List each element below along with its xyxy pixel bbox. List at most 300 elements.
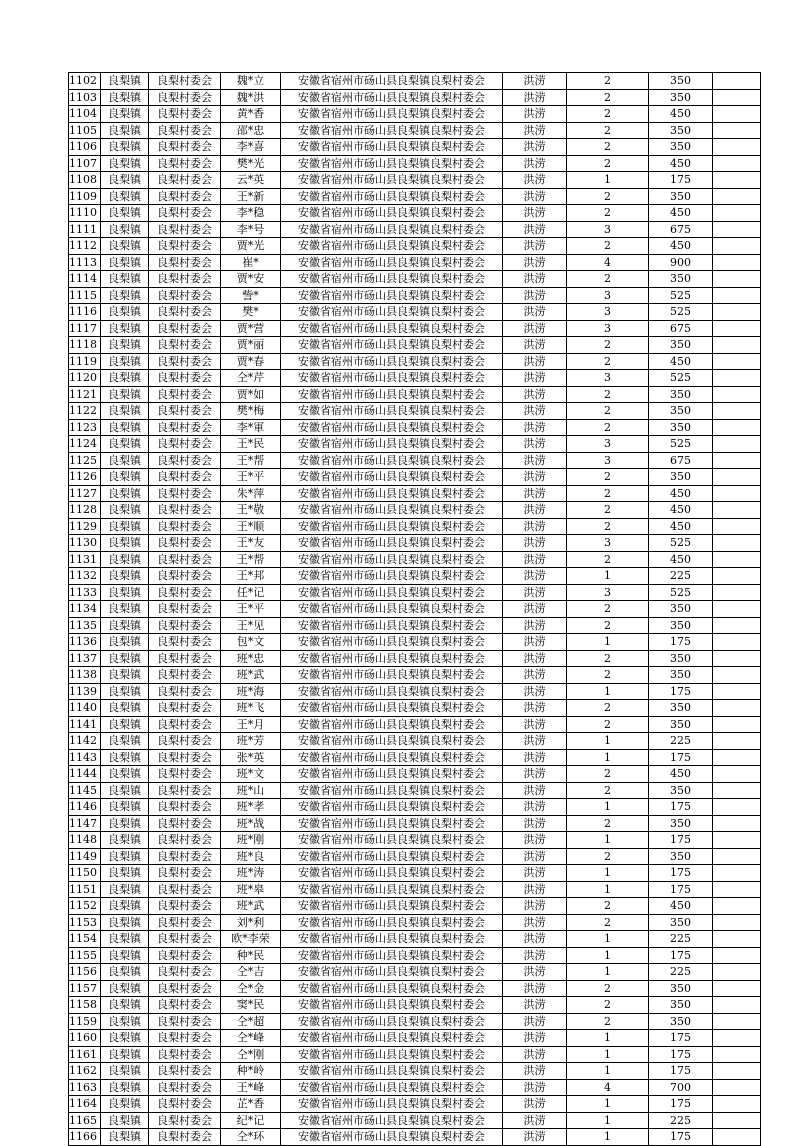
row-number: 1115 bbox=[69, 287, 101, 304]
amount-cell: 350 bbox=[649, 139, 713, 156]
address-cell: 安徽省宿州市砀山县良梨镇良梨村委会 bbox=[281, 815, 503, 832]
town-cell: 良梨镇 bbox=[101, 980, 149, 997]
town-cell: 良梨镇 bbox=[101, 1112, 149, 1129]
row-number: 1110 bbox=[69, 205, 101, 222]
amount-cell: 450 bbox=[649, 518, 713, 535]
name-cell: 班*忠 bbox=[221, 650, 281, 667]
name-cell: 任*记 bbox=[221, 584, 281, 601]
town-cell: 良梨镇 bbox=[101, 947, 149, 964]
disaster-type-cell: 洪涝 bbox=[503, 172, 567, 189]
note-cell bbox=[713, 353, 761, 370]
name-cell: 仝*峰 bbox=[221, 1030, 281, 1047]
name-cell: 王*峰 bbox=[221, 1079, 281, 1096]
village-cell: 良梨村委会 bbox=[149, 700, 221, 717]
town-cell: 良梨镇 bbox=[101, 931, 149, 948]
disaster-type-cell: 洪涝 bbox=[503, 601, 567, 618]
amount-cell: 350 bbox=[649, 815, 713, 832]
row-number: 1166 bbox=[69, 1129, 101, 1146]
address-cell: 安徽省宿州市砀山县良梨镇良梨村委会 bbox=[281, 337, 503, 354]
note-cell bbox=[713, 832, 761, 849]
town-cell: 良梨镇 bbox=[101, 716, 149, 733]
name-cell: 纪*记 bbox=[221, 1112, 281, 1129]
table-row bbox=[69, 353, 761, 370]
address-cell: 安徽省宿州市砀山县良梨镇良梨村委会 bbox=[281, 436, 503, 453]
village-cell: 良梨村委会 bbox=[149, 353, 221, 370]
town-cell: 良梨镇 bbox=[101, 518, 149, 535]
amount-cell: 350 bbox=[649, 700, 713, 717]
village-cell: 良梨村委会 bbox=[149, 865, 221, 882]
count-cell: 1 bbox=[567, 172, 649, 189]
town-cell: 良梨镇 bbox=[101, 320, 149, 337]
name-cell: 仝*刚 bbox=[221, 1046, 281, 1063]
disaster-type-cell: 洪涝 bbox=[503, 106, 567, 123]
disaster-type-cell: 洪涝 bbox=[503, 584, 567, 601]
town-cell: 良梨镇 bbox=[101, 287, 149, 304]
row-number: 1112 bbox=[69, 238, 101, 255]
town-cell: 良梨镇 bbox=[101, 172, 149, 189]
count-cell: 2 bbox=[567, 122, 649, 139]
amount-cell: 525 bbox=[649, 436, 713, 453]
town-cell: 良梨镇 bbox=[101, 568, 149, 585]
count-cell: 2 bbox=[567, 617, 649, 634]
town-cell: 良梨镇 bbox=[101, 304, 149, 321]
name-cell: 包*文 bbox=[221, 634, 281, 651]
disaster-type-cell: 洪涝 bbox=[503, 815, 567, 832]
disaster-type-cell: 洪涝 bbox=[503, 73, 567, 90]
town-cell: 良梨镇 bbox=[101, 271, 149, 288]
table-row bbox=[69, 337, 761, 354]
count-cell: 2 bbox=[567, 271, 649, 288]
amount-cell: 525 bbox=[649, 370, 713, 387]
table-row bbox=[69, 947, 761, 964]
amount-cell: 175 bbox=[649, 799, 713, 816]
table-row bbox=[69, 815, 761, 832]
count-cell: 1 bbox=[567, 683, 649, 700]
count-cell: 2 bbox=[567, 73, 649, 90]
address-cell: 安徽省宿州市砀山县良梨镇良梨村委会 bbox=[281, 419, 503, 436]
town-cell: 良梨镇 bbox=[101, 221, 149, 238]
town-cell: 良梨镇 bbox=[101, 1079, 149, 1096]
name-cell: 王*见 bbox=[221, 617, 281, 634]
address-cell: 安徽省宿州市砀山县良梨镇良梨村委会 bbox=[281, 667, 503, 684]
village-cell: 良梨村委会 bbox=[149, 89, 221, 106]
note-cell bbox=[713, 73, 761, 90]
address-cell: 安徽省宿州市砀山县良梨镇良梨村委会 bbox=[281, 617, 503, 634]
town-cell: 良梨镇 bbox=[101, 485, 149, 502]
note-cell bbox=[713, 502, 761, 519]
address-cell: 安徽省宿州市砀山县良梨镇良梨村委会 bbox=[281, 782, 503, 799]
amount-cell: 350 bbox=[649, 419, 713, 436]
row-number: 1140 bbox=[69, 700, 101, 717]
note-cell bbox=[713, 172, 761, 189]
amount-cell: 175 bbox=[649, 1046, 713, 1063]
address-cell: 安徽省宿州市砀山县良梨镇良梨村委会 bbox=[281, 353, 503, 370]
amount-cell: 525 bbox=[649, 535, 713, 552]
town-cell: 良梨镇 bbox=[101, 337, 149, 354]
address-cell: 安徽省宿州市砀山县良梨镇良梨村委会 bbox=[281, 452, 503, 469]
count-cell: 2 bbox=[567, 205, 649, 222]
count-cell: 2 bbox=[567, 551, 649, 568]
name-cell: 贾*安 bbox=[221, 271, 281, 288]
name-cell: 王*平 bbox=[221, 469, 281, 486]
disaster-type-cell: 洪涝 bbox=[503, 139, 567, 156]
row-number: 1136 bbox=[69, 634, 101, 651]
table-row bbox=[69, 1046, 761, 1063]
note-cell bbox=[713, 535, 761, 552]
address-cell: 安徽省宿州市砀山县良梨镇良梨村委会 bbox=[281, 320, 503, 337]
table-row bbox=[69, 914, 761, 931]
village-cell: 良梨村委会 bbox=[149, 617, 221, 634]
table-row bbox=[69, 122, 761, 139]
village-cell: 良梨村委会 bbox=[149, 914, 221, 931]
count-cell: 1 bbox=[567, 931, 649, 948]
disaster-type-cell: 洪涝 bbox=[503, 749, 567, 766]
amount-cell: 675 bbox=[649, 452, 713, 469]
row-number: 1104 bbox=[69, 106, 101, 123]
name-cell: 仝*金 bbox=[221, 980, 281, 997]
village-cell: 良梨村委会 bbox=[149, 1112, 221, 1129]
table-row bbox=[69, 502, 761, 519]
count-cell: 2 bbox=[567, 914, 649, 931]
count-cell: 4 bbox=[567, 254, 649, 271]
name-cell: 贾*春 bbox=[221, 353, 281, 370]
amount-cell: 350 bbox=[649, 188, 713, 205]
disaster-type-cell: 洪涝 bbox=[503, 568, 567, 585]
address-cell: 安徽省宿州市砀山县良梨镇良梨村委会 bbox=[281, 73, 503, 90]
row-number: 1116 bbox=[69, 304, 101, 321]
table-row bbox=[69, 551, 761, 568]
town-cell: 良梨镇 bbox=[101, 1030, 149, 1047]
name-cell: 种*民 bbox=[221, 947, 281, 964]
name-cell: 王*平 bbox=[221, 601, 281, 618]
note-cell bbox=[713, 931, 761, 948]
table-row bbox=[69, 485, 761, 502]
name-cell: 班*文 bbox=[221, 766, 281, 783]
name-cell: 种*岭 bbox=[221, 1063, 281, 1080]
disaster-type-cell: 洪涝 bbox=[503, 320, 567, 337]
name-cell: 班*海 bbox=[221, 683, 281, 700]
row-number: 1152 bbox=[69, 898, 101, 915]
address-cell: 安徽省宿州市砀山县良梨镇良梨村委会 bbox=[281, 650, 503, 667]
village-cell: 良梨村委会 bbox=[149, 815, 221, 832]
address-cell: 安徽省宿州市砀山县良梨镇良梨村委会 bbox=[281, 1013, 503, 1030]
row-number: 1108 bbox=[69, 172, 101, 189]
count-cell: 2 bbox=[567, 782, 649, 799]
amount-cell: 225 bbox=[649, 733, 713, 750]
note-cell bbox=[713, 782, 761, 799]
table-row bbox=[69, 320, 761, 337]
name-cell: 欧*李荣 bbox=[221, 931, 281, 948]
count-cell: 3 bbox=[567, 370, 649, 387]
village-cell: 良梨村委会 bbox=[149, 931, 221, 948]
amount-cell: 350 bbox=[649, 782, 713, 799]
note-cell bbox=[713, 403, 761, 420]
row-number: 1134 bbox=[69, 601, 101, 618]
village-cell: 良梨村委会 bbox=[149, 221, 221, 238]
disaster-type-cell: 洪涝 bbox=[503, 766, 567, 783]
village-cell: 良梨村委会 bbox=[149, 1129, 221, 1146]
count-cell: 2 bbox=[567, 502, 649, 519]
village-cell: 良梨村委会 bbox=[149, 518, 221, 535]
village-cell: 良梨村委会 bbox=[149, 419, 221, 436]
table-row bbox=[69, 1063, 761, 1080]
name-cell: 王*友 bbox=[221, 535, 281, 552]
disaster-type-cell: 洪涝 bbox=[503, 799, 567, 816]
note-cell bbox=[713, 766, 761, 783]
disaster-type-cell: 洪涝 bbox=[503, 419, 567, 436]
town-cell: 良梨镇 bbox=[101, 997, 149, 1014]
village-cell: 良梨村委会 bbox=[149, 403, 221, 420]
table-row bbox=[69, 832, 761, 849]
amount-cell: 675 bbox=[649, 221, 713, 238]
town-cell: 良梨镇 bbox=[101, 436, 149, 453]
note-cell bbox=[713, 1013, 761, 1030]
address-cell: 安徽省宿州市砀山县良梨镇良梨村委会 bbox=[281, 205, 503, 222]
town-cell: 良梨镇 bbox=[101, 452, 149, 469]
count-cell: 1 bbox=[567, 733, 649, 750]
village-cell: 良梨村委会 bbox=[149, 601, 221, 618]
name-cell: 王*顺 bbox=[221, 518, 281, 535]
note-cell bbox=[713, 914, 761, 931]
name-cell: 王*月 bbox=[221, 716, 281, 733]
table-row bbox=[69, 766, 761, 783]
town-cell: 良梨镇 bbox=[101, 650, 149, 667]
village-cell: 良梨村委会 bbox=[149, 485, 221, 502]
disaster-type-cell: 洪涝 bbox=[503, 403, 567, 420]
disaster-type-cell: 洪涝 bbox=[503, 221, 567, 238]
address-cell: 安徽省宿州市砀山县良梨镇良梨村委会 bbox=[281, 898, 503, 915]
note-cell bbox=[713, 337, 761, 354]
address-cell: 安徽省宿州市砀山县良梨镇良梨村委会 bbox=[281, 1030, 503, 1047]
disaster-type-cell: 洪涝 bbox=[503, 980, 567, 997]
disaster-type-cell: 洪涝 bbox=[503, 188, 567, 205]
row-number: 1158 bbox=[69, 997, 101, 1014]
address-cell: 安徽省宿州市砀山县良梨镇良梨村委会 bbox=[281, 535, 503, 552]
name-cell: 樊* bbox=[221, 304, 281, 321]
note-cell bbox=[713, 518, 761, 535]
town-cell: 良梨镇 bbox=[101, 106, 149, 123]
village-cell: 良梨村委会 bbox=[149, 1046, 221, 1063]
name-cell: 贾*丽 bbox=[221, 337, 281, 354]
count-cell: 3 bbox=[567, 221, 649, 238]
amount-cell: 900 bbox=[649, 254, 713, 271]
address-cell: 安徽省宿州市砀山县良梨镇良梨村委会 bbox=[281, 254, 503, 271]
row-number: 1148 bbox=[69, 832, 101, 849]
name-cell: 邵*忠 bbox=[221, 122, 281, 139]
disaster-type-cell: 洪涝 bbox=[503, 238, 567, 255]
town-cell: 良梨镇 bbox=[101, 419, 149, 436]
count-cell: 1 bbox=[567, 568, 649, 585]
row-number: 1144 bbox=[69, 766, 101, 783]
address-cell: 安徽省宿州市砀山县良梨镇良梨村委会 bbox=[281, 1096, 503, 1113]
disaster-type-cell: 洪涝 bbox=[503, 502, 567, 519]
table-row bbox=[69, 1079, 761, 1096]
note-cell bbox=[713, 584, 761, 601]
disaster-type-cell: 洪涝 bbox=[503, 337, 567, 354]
town-cell: 良梨镇 bbox=[101, 617, 149, 634]
row-number: 1142 bbox=[69, 733, 101, 750]
address-cell: 安徽省宿州市砀山县良梨镇良梨村委会 bbox=[281, 1046, 503, 1063]
table-row bbox=[69, 997, 761, 1014]
row-number: 1151 bbox=[69, 881, 101, 898]
amount-cell: 225 bbox=[649, 931, 713, 948]
village-cell: 良梨村委会 bbox=[149, 271, 221, 288]
note-cell bbox=[713, 469, 761, 486]
name-cell: 朱*萍 bbox=[221, 485, 281, 502]
row-number: 1135 bbox=[69, 617, 101, 634]
amount-cell: 450 bbox=[649, 766, 713, 783]
note-cell bbox=[713, 1063, 761, 1080]
village-cell: 良梨村委会 bbox=[149, 683, 221, 700]
amount-cell: 175 bbox=[649, 172, 713, 189]
name-cell: 贾*光 bbox=[221, 238, 281, 255]
name-cell: 班*武 bbox=[221, 667, 281, 684]
table-row bbox=[69, 683, 761, 700]
note-cell bbox=[713, 320, 761, 337]
village-cell: 良梨村委会 bbox=[149, 997, 221, 1014]
row-number: 1156 bbox=[69, 964, 101, 981]
amount-cell: 450 bbox=[649, 898, 713, 915]
village-cell: 良梨村委会 bbox=[149, 122, 221, 139]
table-row bbox=[69, 205, 761, 222]
amount-cell: 175 bbox=[649, 1129, 713, 1146]
amount-cell: 450 bbox=[649, 502, 713, 519]
table-row bbox=[69, 1129, 761, 1146]
row-number: 1114 bbox=[69, 271, 101, 288]
address-cell: 安徽省宿州市砀山县良梨镇良梨村委会 bbox=[281, 931, 503, 948]
note-cell bbox=[713, 139, 761, 156]
name-cell: 李*喜 bbox=[221, 139, 281, 156]
note-cell bbox=[713, 254, 761, 271]
village-cell: 良梨村委会 bbox=[149, 733, 221, 750]
amount-cell: 175 bbox=[649, 1030, 713, 1047]
disaster-type-cell: 洪涝 bbox=[503, 89, 567, 106]
note-cell bbox=[713, 749, 761, 766]
row-number: 1164 bbox=[69, 1096, 101, 1113]
amount-cell: 175 bbox=[649, 881, 713, 898]
table-row bbox=[69, 749, 761, 766]
table-row bbox=[69, 1030, 761, 1047]
village-cell: 良梨村委会 bbox=[149, 469, 221, 486]
amount-cell: 450 bbox=[649, 205, 713, 222]
village-cell: 良梨村委会 bbox=[149, 73, 221, 90]
amount-cell: 350 bbox=[649, 73, 713, 90]
disaster-type-cell: 洪涝 bbox=[503, 964, 567, 981]
row-number: 1106 bbox=[69, 139, 101, 156]
village-cell: 良梨村委会 bbox=[149, 535, 221, 552]
address-cell: 安徽省宿州市砀山县良梨镇良梨村委会 bbox=[281, 1129, 503, 1146]
name-cell: 班*孝 bbox=[221, 799, 281, 816]
row-number: 1102 bbox=[69, 73, 101, 90]
row-number: 1107 bbox=[69, 155, 101, 172]
table-row bbox=[69, 1096, 761, 1113]
disaster-type-cell: 洪涝 bbox=[503, 386, 567, 403]
count-cell: 2 bbox=[567, 980, 649, 997]
name-cell: 仝*吉 bbox=[221, 964, 281, 981]
count-cell: 1 bbox=[567, 634, 649, 651]
note-cell bbox=[713, 898, 761, 915]
count-cell: 3 bbox=[567, 320, 649, 337]
name-cell: 班*武 bbox=[221, 898, 281, 915]
disaster-type-cell: 洪涝 bbox=[503, 848, 567, 865]
count-cell: 1 bbox=[567, 1096, 649, 1113]
amount-cell: 175 bbox=[649, 947, 713, 964]
count-cell: 2 bbox=[567, 997, 649, 1014]
note-cell bbox=[713, 370, 761, 387]
row-number: 1117 bbox=[69, 320, 101, 337]
note-cell bbox=[713, 947, 761, 964]
table-row bbox=[69, 287, 761, 304]
town-cell: 良梨镇 bbox=[101, 601, 149, 618]
village-cell: 良梨村委会 bbox=[149, 1063, 221, 1080]
table-row bbox=[69, 436, 761, 453]
note-cell bbox=[713, 881, 761, 898]
row-number: 1139 bbox=[69, 683, 101, 700]
table-row bbox=[69, 700, 761, 717]
row-number: 1147 bbox=[69, 815, 101, 832]
table-row bbox=[69, 89, 761, 106]
town-cell: 良梨镇 bbox=[101, 782, 149, 799]
note-cell bbox=[713, 287, 761, 304]
address-cell: 安徽省宿州市砀山县良梨镇良梨村委会 bbox=[281, 485, 503, 502]
row-number: 1155 bbox=[69, 947, 101, 964]
count-cell: 2 bbox=[567, 238, 649, 255]
amount-cell: 350 bbox=[649, 1013, 713, 1030]
table-row bbox=[69, 535, 761, 552]
count-cell: 2 bbox=[567, 650, 649, 667]
name-cell: 王*邦 bbox=[221, 568, 281, 585]
amount-cell: 450 bbox=[649, 238, 713, 255]
row-number: 1103 bbox=[69, 89, 101, 106]
address-cell: 安徽省宿州市砀山县良梨镇良梨村委会 bbox=[281, 997, 503, 1014]
note-cell bbox=[713, 650, 761, 667]
row-number: 1143 bbox=[69, 749, 101, 766]
row-number: 1109 bbox=[69, 188, 101, 205]
table-row bbox=[69, 271, 761, 288]
town-cell: 良梨镇 bbox=[101, 238, 149, 255]
disaster-type-cell: 洪涝 bbox=[503, 271, 567, 288]
count-cell: 2 bbox=[567, 700, 649, 717]
amount-cell: 350 bbox=[649, 271, 713, 288]
address-cell: 安徽省宿州市砀山县良梨镇良梨村委会 bbox=[281, 947, 503, 964]
village-cell: 良梨村委会 bbox=[149, 139, 221, 156]
amount-cell: 225 bbox=[649, 568, 713, 585]
village-cell: 良梨村委会 bbox=[149, 1096, 221, 1113]
table-row bbox=[69, 370, 761, 387]
row-number: 1122 bbox=[69, 403, 101, 420]
note-cell bbox=[713, 1129, 761, 1146]
amount-cell: 350 bbox=[649, 997, 713, 1014]
town-cell: 良梨镇 bbox=[101, 403, 149, 420]
row-number: 1125 bbox=[69, 452, 101, 469]
amount-cell: 350 bbox=[649, 386, 713, 403]
address-cell: 安徽省宿州市砀山县良梨镇良梨村委会 bbox=[281, 386, 503, 403]
name-cell: 班*芳 bbox=[221, 733, 281, 750]
village-cell: 良梨村委会 bbox=[149, 898, 221, 915]
village-cell: 良梨村委会 bbox=[149, 502, 221, 519]
amount-cell: 450 bbox=[649, 353, 713, 370]
table-body bbox=[69, 73, 761, 1146]
village-cell: 良梨村委会 bbox=[149, 172, 221, 189]
table-row bbox=[69, 584, 761, 601]
row-number: 1165 bbox=[69, 1112, 101, 1129]
name-cell: 王*敬 bbox=[221, 502, 281, 519]
village-cell: 良梨村委会 bbox=[149, 155, 221, 172]
count-cell: 2 bbox=[567, 353, 649, 370]
count-cell: 3 bbox=[567, 584, 649, 601]
disaster-type-cell: 洪涝 bbox=[503, 683, 567, 700]
note-cell bbox=[713, 304, 761, 321]
